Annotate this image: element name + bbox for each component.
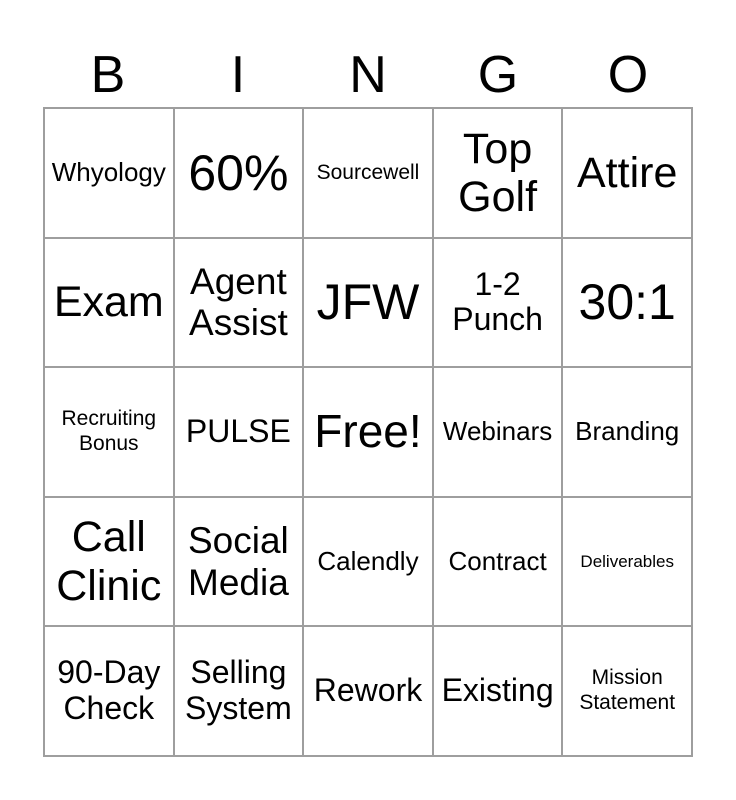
bingo-cell[interactable] bbox=[303, 108, 433, 238]
bingo-cell[interactable] bbox=[433, 626, 563, 756]
cell-label: Recruiting Bonus bbox=[61, 407, 157, 455]
cell-label: Sourcewell bbox=[316, 161, 420, 185]
cell-label: 1-2 Punch bbox=[452, 265, 543, 338]
cell-label: Webinars bbox=[442, 416, 553, 447]
bingo-cell[interactable] bbox=[562, 497, 692, 627]
bingo-cell[interactable] bbox=[174, 626, 304, 756]
bingo-cell[interactable] bbox=[174, 367, 304, 497]
header-letter-n: N bbox=[349, 46, 387, 104]
cell-label: Rework bbox=[313, 672, 423, 709]
bingo-cell[interactable] bbox=[433, 238, 563, 368]
header-letter-g: G bbox=[477, 46, 519, 104]
cell-label: Agent Assist bbox=[189, 260, 288, 344]
cell-label: 30:1 bbox=[578, 274, 676, 331]
cell-label: 90-Day Check bbox=[57, 654, 161, 727]
bingo-cell[interactable] bbox=[44, 108, 174, 238]
cell-label: Top Golf bbox=[458, 124, 538, 221]
bingo-cell[interactable] bbox=[303, 626, 433, 756]
cell-label: Contract bbox=[448, 546, 547, 577]
bingo-cell[interactable] bbox=[562, 108, 692, 238]
cell-label: Calendly bbox=[317, 546, 419, 577]
bingo-cell[interactable] bbox=[44, 238, 174, 368]
bingo-cell[interactable] bbox=[562, 367, 692, 497]
bingo-cell[interactable] bbox=[303, 497, 433, 627]
bingo-cell[interactable] bbox=[303, 238, 433, 368]
free-space-cell[interactable] bbox=[303, 367, 433, 497]
bingo-cell[interactable] bbox=[433, 367, 563, 497]
bingo-cell[interactable] bbox=[44, 367, 174, 497]
bingo-cell[interactable] bbox=[562, 626, 692, 756]
cell-label: Mission Statement bbox=[579, 666, 676, 715]
cell-label: Existing bbox=[441, 672, 554, 709]
cell-label: Branding bbox=[575, 416, 680, 447]
cell-label: Attire bbox=[577, 148, 678, 197]
cell-label: Whyology bbox=[51, 157, 166, 188]
cell-label: Call Clinic bbox=[56, 513, 162, 610]
header-letter-o: O bbox=[607, 46, 649, 104]
header-letter-i: I bbox=[230, 46, 246, 104]
cell-label: PULSE bbox=[185, 413, 291, 450]
bingo-cell[interactable] bbox=[44, 497, 174, 627]
bingo-cell[interactable] bbox=[174, 108, 304, 238]
cell-label: JFW bbox=[316, 274, 420, 331]
bingo-board bbox=[43, 107, 693, 757]
cell-label: Social Media bbox=[188, 520, 289, 603]
cell-label: Deliverables bbox=[580, 552, 674, 572]
bingo-cell[interactable] bbox=[562, 238, 692, 368]
bingo-cell[interactable] bbox=[433, 108, 563, 238]
header-letter-b: B bbox=[90, 46, 126, 104]
cell-label: 60% bbox=[188, 144, 289, 201]
bingo-cell[interactable] bbox=[174, 497, 304, 627]
bingo-header bbox=[43, 42, 693, 108]
cell-label: Selling System bbox=[185, 654, 292, 727]
bingo-cell[interactable] bbox=[433, 497, 563, 627]
cell-label: Exam bbox=[53, 278, 164, 327]
free-space-label: Free! bbox=[314, 405, 422, 458]
bingo-cell[interactable] bbox=[44, 626, 174, 756]
bingo-cell[interactable] bbox=[174, 238, 304, 368]
